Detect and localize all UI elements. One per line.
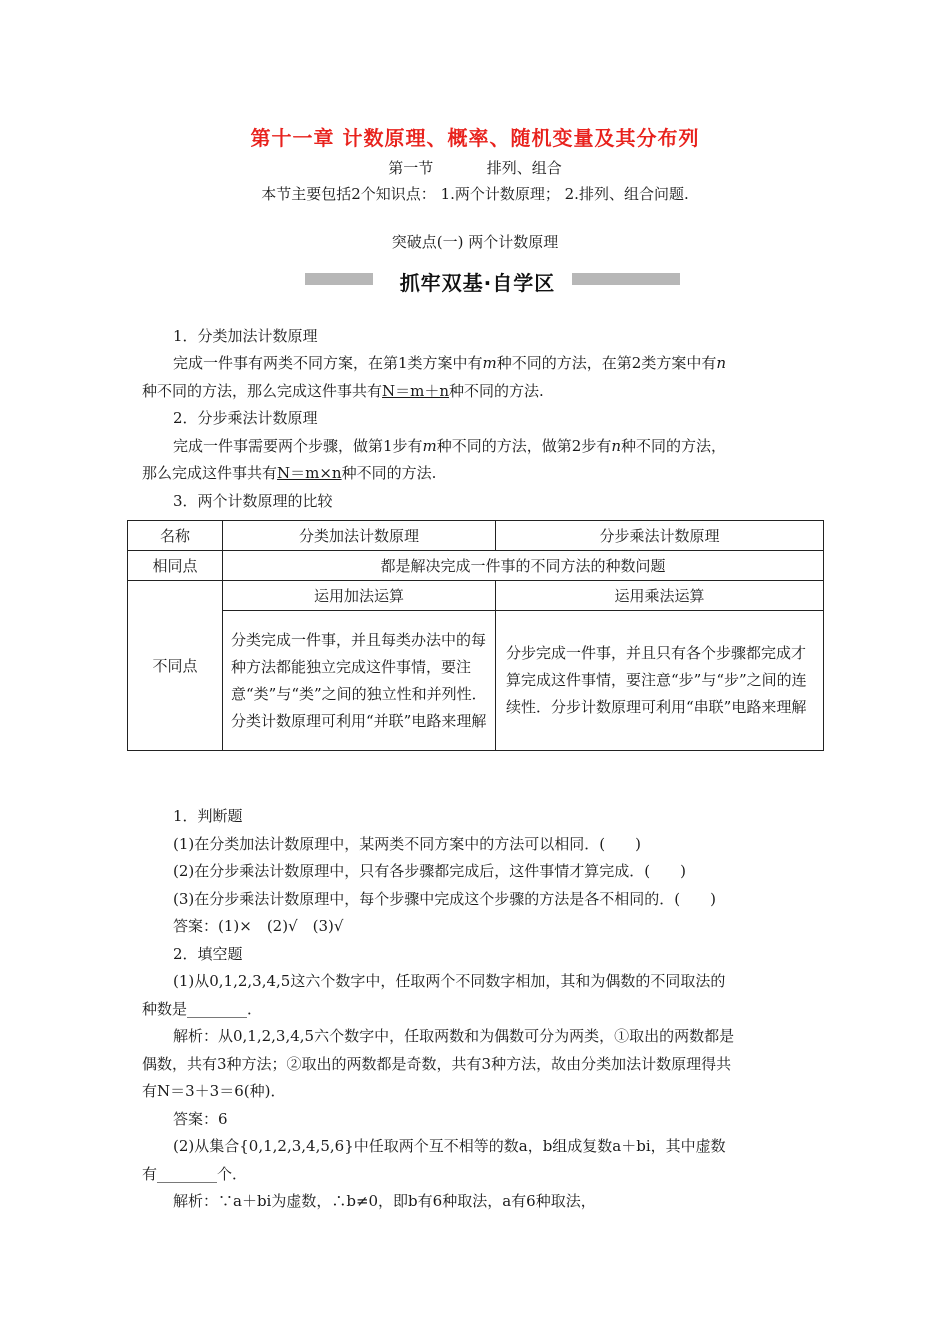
header-name: 名称: [128, 521, 223, 551]
var-m: m: [422, 437, 437, 455]
q2-explain1-line3: 有N＝3＋3＝6(种)．: [142, 1082, 286, 1100]
q2-sub1-line2: 种数是________．: [142, 1000, 263, 1018]
diff-label: 不同点: [128, 581, 223, 751]
text-span: 种不同的方法，做第2步有: [436, 437, 612, 455]
text-span: 种不同的方法，在第2类方案中有: [496, 354, 717, 372]
table-row: [128, 581, 824, 611]
var-n: n: [611, 437, 621, 455]
text-span: 种不同的方法，那么完成这件事共有: [142, 382, 383, 400]
principle-2-line-1: [173, 436, 726, 456]
study-zone-banner: [305, 268, 680, 295]
header-multiplication: 分步乘法计数原理: [496, 521, 824, 551]
same-text: 都是解决完成一件事的不同方法的种数问题: [223, 551, 824, 581]
text-span: 种不同的方法，: [621, 437, 727, 455]
table-row: [128, 521, 824, 551]
q2-sub1-line1: (1)从0,1,2,3,4,5这六个数字中，任取两个不同数字相加，其和为偶数的不同取法的: [173, 972, 726, 990]
principle-2-heading: 2．分步乘法计数原理: [173, 409, 318, 427]
comparison-heading: 3．两个计数原理的比较: [173, 492, 333, 510]
chapter-title: 第十一章 计数原理、概率、随机变量及其分布列: [250, 126, 700, 150]
q2-answer1: 答案：6: [173, 1110, 228, 1128]
multiplication-description: 分步完成一件事，并且只有各个步骤都完成才算完成这件事情，要注意“步”与“步”之间的连续性．分步计数原理可利用“串联”电路来理解: [496, 611, 824, 751]
addition-op: 运用加法运算: [223, 581, 496, 611]
formula-product: N＝m×n: [277, 464, 342, 482]
header-addition: 分类加法计数原理: [223, 521, 496, 551]
q2-explain1-line1: 解析：从0,1,2,3,4,5六个数字中，任取两数和为偶数可分为两类，①取出的两数都是: [173, 1027, 735, 1045]
var-m: m: [482, 354, 497, 372]
table-row: [128, 551, 824, 581]
formula-sum: N＝m＋n: [382, 382, 450, 400]
section-name: 排列、组合: [486, 159, 562, 177]
q2-explain2-line1: 解析：∵a＋bi为虚数，∴b≠0，即b有6种取法，a有6种取法，: [173, 1192, 596, 1210]
section-intro: 本节主要包括2个知识点： 1.两个计数原理； 2.排列、组合问题.: [261, 185, 689, 203]
breakpoint-title: 突破点(一) 两个计数原理: [391, 233, 559, 251]
q1-item-3: (3)在分步乘法计数原理中，每个步骤中完成这个步骤的方法是各不相同的．( ): [173, 890, 716, 908]
q2-sub2-line1: (2)从集合{0,1,2,3,4,5,6}中任取两个互不相等的数a，b组成复数a＋bi，其中虚数: [173, 1137, 726, 1155]
q2-explain1-line2: 偶数，共有3种方法；②取出的两数都是奇数，共有3种方法，故由分类加法计数原理得共: [142, 1055, 732, 1073]
text-span: 种不同的方法.: [341, 464, 437, 482]
multiplication-op: 运用乘法运算: [496, 581, 824, 611]
q1-item-1: (1)在分类加法计数原理中，某两类不同方案中的方法可以相同．( ): [173, 835, 641, 853]
q1-heading: 1．判断题: [173, 807, 243, 825]
q2-heading: 2．填空题: [173, 945, 243, 963]
q1-item-2: (2)在分步乘法计数原理中，只有各步骤都完成后，这件事情才算完成．( ): [173, 862, 686, 880]
text-span: 那么完成这件事共有: [142, 464, 278, 482]
var-n: n: [716, 354, 726, 372]
principle-1-line-1: [173, 353, 726, 373]
text-span: 完成一件事有两类不同方案，在第1类方案中有: [173, 354, 483, 372]
principle-2-line-2: [142, 463, 436, 483]
q1-answer: 答案：(1)× (2)√ (3)√: [173, 917, 344, 935]
text-span: 种不同的方法.: [449, 382, 544, 400]
section-heading: [0, 158, 950, 178]
same-label: 相同点: [128, 551, 223, 581]
banner-bar-right: [572, 273, 680, 285]
text-span: 完成一件事需要两个步骤，做第1步有: [173, 437, 423, 455]
table-row: [128, 611, 824, 751]
comparison-table: [127, 520, 824, 751]
banner-bar-left: [305, 273, 373, 285]
principle-1-heading: 1．分类加法计数原理: [173, 327, 318, 345]
addition-description: 分类完成一件事，并且每类办法中的每种方法都能独立完成这件事情，要注意“类”与“类”之间的独立性和并列性．分类计数原理可利用“并联”电路来理解: [223, 611, 496, 751]
banner-text: 抓牢双基·自学区: [399, 271, 556, 295]
q2-sub2-line2: 有________个．: [142, 1165, 248, 1183]
principle-1-line-2: [142, 381, 544, 401]
section-number: 第一节: [388, 159, 434, 177]
